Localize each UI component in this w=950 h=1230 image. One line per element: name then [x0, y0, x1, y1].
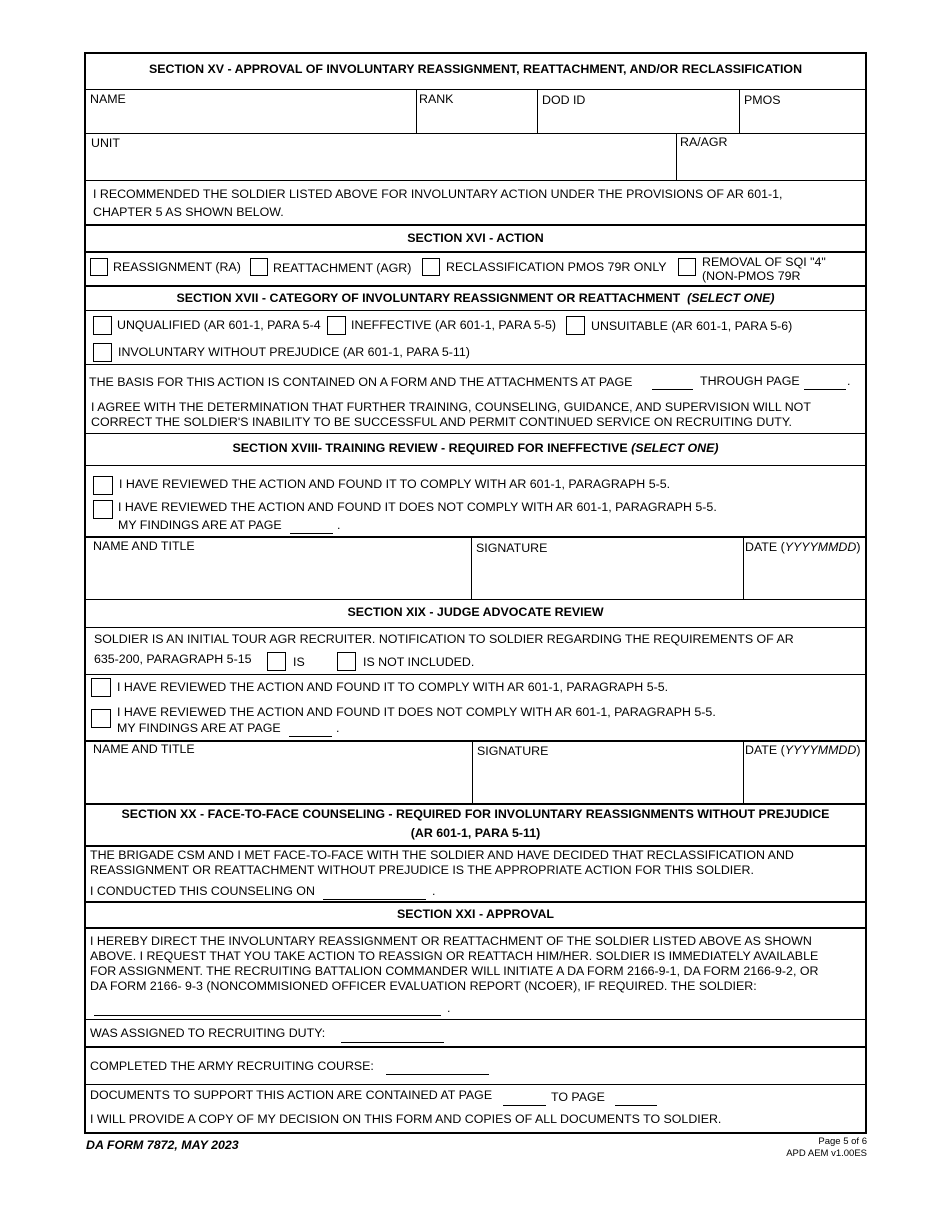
section-19-title: SECTION XIX - JUDGE ADVOCATE REVIEW: [347, 605, 604, 619]
section-20-title-2: (AR 601-1, PARA 5-11): [410, 826, 541, 840]
section-16-title: SECTION XVI - ACTION: [407, 231, 544, 245]
section-18-title-text: SECTION XVIII- TRAINING REVIEW - REQUIRED FOR INEFFECTIVE: [232, 441, 628, 455]
section-18-select-one: (SELECT ONE): [631, 441, 719, 455]
unqualified-checkbox[interactable]: [93, 316, 112, 335]
training-name-title-label: NAME AND TITLE: [93, 539, 195, 553]
judge-not-comply-label: I HAVE REVIEWED THE ACTION AND FOUND IT DOES NOT COMPLY WITH AR 601-1, PARAGRAPH 5-5.: [117, 705, 716, 719]
judge-signature-row: [86, 740, 865, 803]
assigned-row: [86, 1019, 865, 1046]
reattachment-label: REATTACHMENT (AGR): [273, 261, 412, 275]
training-date-label: [745, 540, 860, 555]
judge-findings-period: .: [336, 721, 340, 735]
page-number: Page 5 of 6: [818, 1136, 867, 1147]
approval-line-4: DA FORM 2166- 9-3 (NONCOMMISIONED OFFICER EVALUATION REPORT (NCOER), IF REQUIRED. THE SOLDIER:: [90, 979, 757, 993]
basis-row: [86, 364, 865, 433]
approval-period: .: [447, 1001, 451, 1015]
reassignment-checkbox[interactable]: [90, 258, 108, 276]
judge-date-label: [745, 743, 860, 758]
agr-line-1: SOLDIER IS AN INITIAL TOUR AGR RECRUITER. NOTIFICATION TO SOLDIER REGARDING THE REQUIREMENTS OF AR: [94, 632, 794, 646]
training-findings-page-field[interactable]: [290, 533, 333, 534]
judge-date-text: DATE (: [745, 743, 785, 757]
form-page: [84, 52, 867, 1134]
approval-line-2: ABOVE. I REQUEST THAT YOU TAKE ACTION TO REASSIGN OR REATTACH HIM/HER. SOLDIER IS IMMEDIATELY AVAILABLE: [90, 949, 819, 963]
reclassification-checkbox[interactable]: [422, 258, 440, 276]
documents-label: DOCUMENTS TO SUPPORT THIS ACTION ARE CONTAINED AT PAGE: [90, 1088, 493, 1102]
basis-text: THE BASIS FOR THIS ACTION IS CONTAINED ON A FORM AND THE ATTACHMENTS AT PAGE: [89, 375, 633, 389]
training-comply-checkbox[interactable]: [93, 476, 113, 495]
copy-statement: I WILL PROVIDE A COPY OF MY DECISION ON THIS FORM AND COPIES OF ALL DOCUMENTS TO SOLDIER.: [90, 1112, 722, 1126]
counseling-conducted-label: I CONDUCTED THIS COUNSELING ON: [90, 884, 315, 898]
judge-signature-label: SIGNATURE: [477, 744, 549, 758]
completed-field[interactable]: [386, 1074, 489, 1075]
rank-label: RANK: [419, 92, 454, 106]
judge-comply-label: I HAVE REVIEWED THE ACTION AND FOUND IT TO COMPLY WITH AR 601-1, PARAGRAPH 5-5.: [117, 680, 669, 694]
training-signature-label: SIGNATURE: [476, 541, 548, 555]
judge-name-title-label: NAME AND TITLE: [93, 742, 195, 756]
section-19-header: [86, 599, 865, 627]
training-date-text: DATE (: [745, 540, 785, 554]
agree-line-1: I AGREE WITH THE DETERMINATION THAT FURTHER TRAINING, COUNSELING, GUIDANCE, AND SUPERVISION WILL NOT: [91, 400, 811, 414]
removal-sqi-label-2: (NON-PMOS 79R: [702, 269, 801, 283]
completed-row: [86, 1046, 865, 1084]
recommend-line-2: CHAPTER 5 AS SHOWN BELOW.: [93, 205, 284, 219]
to-page-label: TO PAGE: [551, 1090, 605, 1104]
assigned-field[interactable]: [341, 1042, 444, 1043]
training-date-close: ): [856, 540, 861, 554]
section-15-title: SECTION XV - APPROVAL OF INVOLUNTARY REASSIGNMENT, REATTACHMENT, AND/OR RECLASSIFICATION: [148, 62, 803, 76]
documents-to-page-field[interactable]: [615, 1105, 657, 1106]
judge-not-comply-checkbox[interactable]: [91, 709, 111, 728]
unit-label: UNIT: [91, 136, 120, 150]
training-findings-label: MY FINDINGS ARE AT PAGE: [118, 518, 282, 532]
identity-row: [86, 89, 865, 133]
section-16-header: [86, 224, 865, 251]
judge-findings-page-field[interactable]: [289, 736, 332, 737]
unsuitable-checkbox[interactable]: [566, 316, 585, 335]
training-signature-row: [86, 536, 865, 599]
recommend-line-1: I RECOMMENDED THE SOLDIER LISTED ABOVE FOR INVOLUNTARY ACTION UNDER THE PROVISIONS OF AR 601-1,: [93, 187, 783, 201]
agree-line-2: CORRECT THE SOLDIER'S INABILITY TO BE SUCCESSFUL AND PERMIT CONTINUED SERVICE ON RECRUITING DUTY.: [91, 415, 792, 429]
counseling-date-field[interactable]: [323, 899, 426, 900]
documents-row: [86, 1084, 865, 1132]
agr-line-2: 635-200, PARAGRAPH 5-15: [94, 652, 252, 666]
section-20-header: [86, 803, 865, 845]
section-21-title: SECTION XXI - APPROVAL: [397, 907, 554, 921]
counseling-period: .: [432, 884, 436, 898]
training-comply-label: I HAVE REVIEWED THE ACTION AND FOUND IT TO COMPLY WITH AR 601-1, PARAGRAPH 5-5.: [119, 477, 671, 491]
completed-label: COMPLETED THE ARMY RECRUITING COURSE:: [90, 1059, 374, 1073]
agr-notification-row: [86, 627, 865, 674]
section-17-header: [86, 285, 865, 310]
category-options: [86, 310, 865, 364]
training-review-options: [86, 465, 865, 536]
section-21-header: [86, 901, 865, 927]
judge-comply-checkbox[interactable]: [91, 678, 111, 697]
judge-date-close: ): [856, 743, 861, 757]
through-page-field[interactable]: [804, 389, 846, 390]
approval-line-1: I HEREBY DIRECT THE INVOLUNTARY REASSIGNMENT OR REATTACHMENT OF THE SOLDIER LISTED ABOVE AS SHOWN: [90, 934, 812, 948]
counseling-line-1: THE BRIGADE CSM AND I MET FACE-TO-FACE WITH THE SOLDIER AND HAVE DECIDED THAT RECLASSIFICATION AND: [90, 848, 794, 862]
training-date-format: YYYYMMDD: [784, 540, 857, 554]
form-id: DA FORM 7872, MAY 2023: [86, 1138, 239, 1152]
action-options-row: [86, 251, 865, 285]
basis-page-field[interactable]: [652, 389, 693, 390]
pmos-label: PMOS: [744, 93, 781, 107]
section-17-select-one: (SELECT ONE): [687, 291, 775, 305]
section-20-title-1: SECTION XX - FACE-TO-FACE COUNSELING - REQUIRED FOR INVOLUNTARY REASSIGNMENTS WITHOUT PREJUDICE: [121, 807, 830, 821]
reclassification-label: RECLASSIFICATION PMOS 79R ONLY: [446, 260, 667, 274]
is-not-included-label: IS NOT INCLUDED.: [363, 655, 475, 669]
name-label: NAME: [90, 92, 126, 106]
training-not-comply-checkbox[interactable]: [93, 500, 113, 519]
section-17-title-text: SECTION XVII - CATEGORY OF INVOLUNTARY REASSIGNMENT OR REATTACHMENT: [176, 291, 681, 305]
counseling-row: [86, 845, 865, 901]
is-included-label: IS: [293, 655, 305, 669]
approval-line-3: FOR ASSIGNMENT. THE RECRUITING BATTALION COMMANDER WILL INITIATE A DA FORM 2166-9-1, DA FORM 2166-9-2, OR: [90, 964, 819, 978]
involuntary-checkbox[interactable]: [93, 343, 112, 362]
involuntary-label: INVOLUNTARY WITHOUT PREJUDICE (AR 601-1, PARA 5-11): [118, 345, 470, 359]
recommend-row: [86, 180, 865, 224]
training-not-comply-label: I HAVE REVIEWED THE ACTION AND FOUND IT DOES NOT COMPLY WITH AR 601-1, PARAGRAPH 5-5.: [118, 500, 717, 514]
through-page-label: THROUGH PAGE: [700, 374, 800, 388]
reattachment-checkbox[interactable]: [250, 258, 268, 276]
removal-sqi-label: REMOVAL OF SQI "4": [702, 255, 826, 269]
section-18-title: [86, 441, 865, 456]
section-18-header: [86, 433, 865, 465]
judge-findings-label: MY FINDINGS ARE AT PAGE: [117, 721, 281, 735]
is-not-included-checkbox[interactable]: [337, 652, 356, 671]
documents-from-page-field[interactable]: [503, 1105, 546, 1106]
ineffective-label: INEFFECTIVE (AR 601-1, PARA 5-5): [351, 318, 556, 332]
unit-row: [86, 133, 865, 180]
unsuitable-label: UNSUITABLE (AR 601-1, PARA 5-6): [591, 319, 793, 333]
page-info: [786, 1136, 867, 1160]
unqualified-label: UNQUALIFIED (AR 601-1, PARA 5-4: [117, 318, 321, 332]
ra-agr-label: RA/AGR: [680, 135, 728, 149]
counseling-line-2: REASSIGNMENT OR REATTACHMENT WITHOUT PREJUDICE IS THE APPROPRIATE ACTION FOR THIS SOLDIER.: [90, 863, 754, 877]
is-included-checkbox[interactable]: [267, 652, 286, 671]
removal-sqi-checkbox[interactable]: [678, 258, 696, 276]
judge-review-options: [86, 674, 865, 741]
reassignment-label: REASSIGNMENT (RA): [113, 260, 241, 274]
form-version: APD AEM v1.00ES: [786, 1148, 867, 1159]
soldier-status-field[interactable]: [94, 1015, 441, 1016]
approval-text-row: [86, 927, 865, 1019]
dodid-label: DOD ID: [542, 93, 586, 107]
ineffective-checkbox[interactable]: [327, 316, 346, 335]
section-17-title: [86, 291, 865, 306]
assigned-label: WAS ASSIGNED TO RECRUITING DUTY:: [90, 1026, 326, 1040]
training-findings-period: .: [337, 518, 341, 532]
basis-period: .: [847, 374, 851, 388]
judge-date-format: YYYYMMDD: [784, 743, 857, 757]
section-15-header: [86, 54, 865, 89]
